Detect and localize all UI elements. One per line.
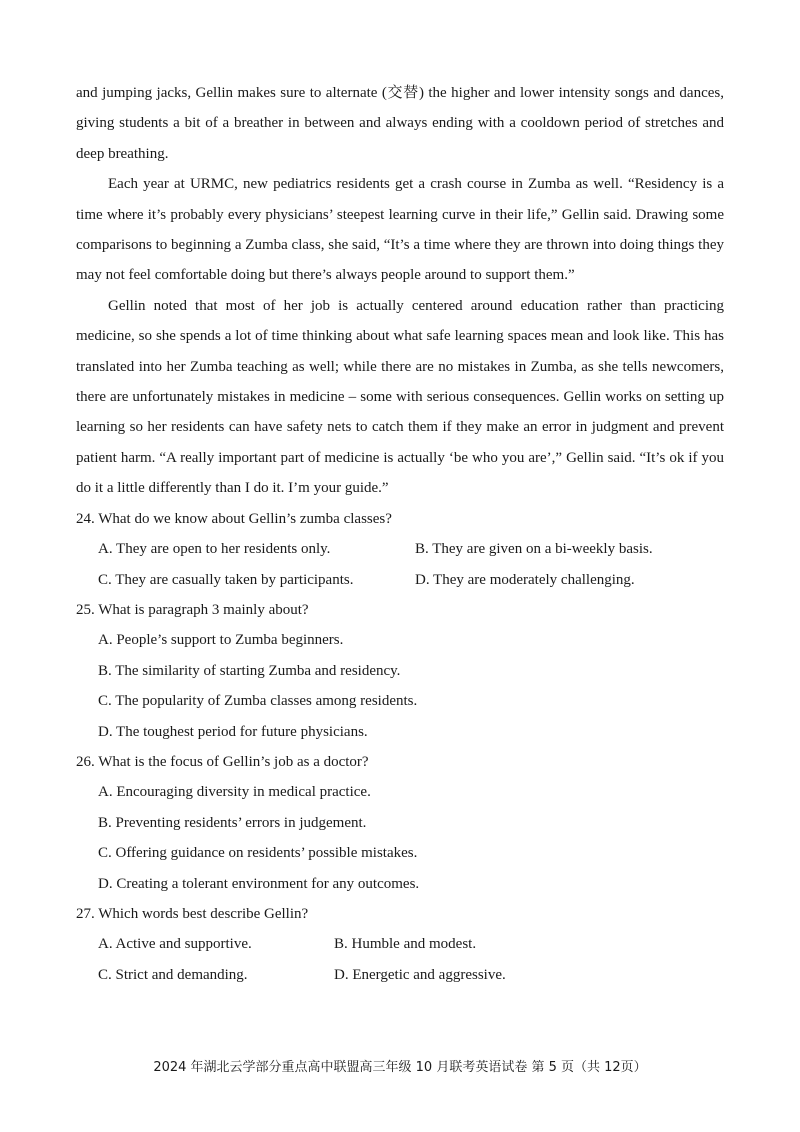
option-b: B. Preventing residents’ errors in judgement. xyxy=(98,814,367,831)
passage-paragraph-2: Each year at URMC, new pediatrics residents get a crash course in Zumba as well. “Residency is a time where it’s probably every physicians’ steepest learning curve in their life,” Gellin said. Drawing some comparisons to beginning a Zumba class, she said, “It’s a time where they are thrown into doing things they may not feel comfortable doing but there’s always people around to support them.” xyxy=(76,176,724,284)
option-row xyxy=(76,565,724,595)
option-c: C. Strict and demanding. xyxy=(98,966,248,983)
question-27 xyxy=(76,899,724,990)
passage-paragraph-3: Gellin noted that most of her job is actually centered around education rather than practicing medicine, so she spends a lot of time thinking about what safe learning spaces mean and look like. This has translated into her Zumba teaching as well; while there are no mistakes in Zumba, as she tells newcomers, there are unfortunately mistakes in medicine – some with serious consequences. Gellin works on setting up learning so her residents can have safety nets to catch them if they make an error in judgment and prevent patient harm. “A really important part of medicine is actually ‘be who you are’,” Gellin said. “It’s ok if you do it a little differently than I do it. I’m your guide.” xyxy=(76,297,724,497)
option-row xyxy=(76,534,724,564)
option-d: D. The toughest period for future physicians. xyxy=(98,723,368,740)
question-stem: 24. What do we know about Gellin’s zumba classes? xyxy=(76,510,392,527)
option-d: D. They are moderately challenging. xyxy=(415,571,635,588)
option-row xyxy=(76,960,724,990)
option-c: C. Offering guidance on residents’ possible mistakes. xyxy=(98,845,418,862)
exam-page xyxy=(76,78,724,990)
option-c: C. They are casually taken by participants. xyxy=(98,571,354,588)
option-b: B. The similarity of starting Zumba and residency. xyxy=(98,662,401,679)
question-24 xyxy=(76,504,724,595)
option-c: C. The popularity of Zumba classes among residents. xyxy=(98,693,418,710)
option-a: A. Active and supportive. xyxy=(98,936,252,953)
question-25 xyxy=(76,595,724,747)
option-d: D. Creating a tolerant environment for any outcomes. xyxy=(98,875,420,892)
passage-paragraph-1: and jumping jacks, Gellin makes sure to alternate (交替) the higher and lower intensity songs and dances, giving students a bit of a breather in between and always ending with a cooldown period of stretches and deep breathing. xyxy=(76,85,724,162)
page-footer: 2024 年湖北云学部分重点高中联盟高三年级 10 月联考英语试卷 第 5 页（共 12页） xyxy=(153,1060,647,1075)
option-d: D. Energetic and aggressive. xyxy=(334,966,506,983)
option-row xyxy=(76,929,724,959)
option-a: A. They are open to her residents only. xyxy=(98,541,331,558)
question-26 xyxy=(76,747,724,899)
option-b: B. They are given on a bi-weekly basis. xyxy=(415,541,653,558)
question-stem: 26. What is the focus of Gellin’s job as a doctor? xyxy=(76,753,369,770)
question-stem: 25. What is paragraph 3 mainly about? xyxy=(76,601,309,618)
question-stem: 27. Which words best describe Gellin? xyxy=(76,905,309,922)
option-b: B. Humble and modest. xyxy=(334,936,477,953)
option-a: A. Encouraging diversity in medical practice. xyxy=(98,784,371,801)
option-a: A. People’s support to Zumba beginners. xyxy=(98,632,344,649)
